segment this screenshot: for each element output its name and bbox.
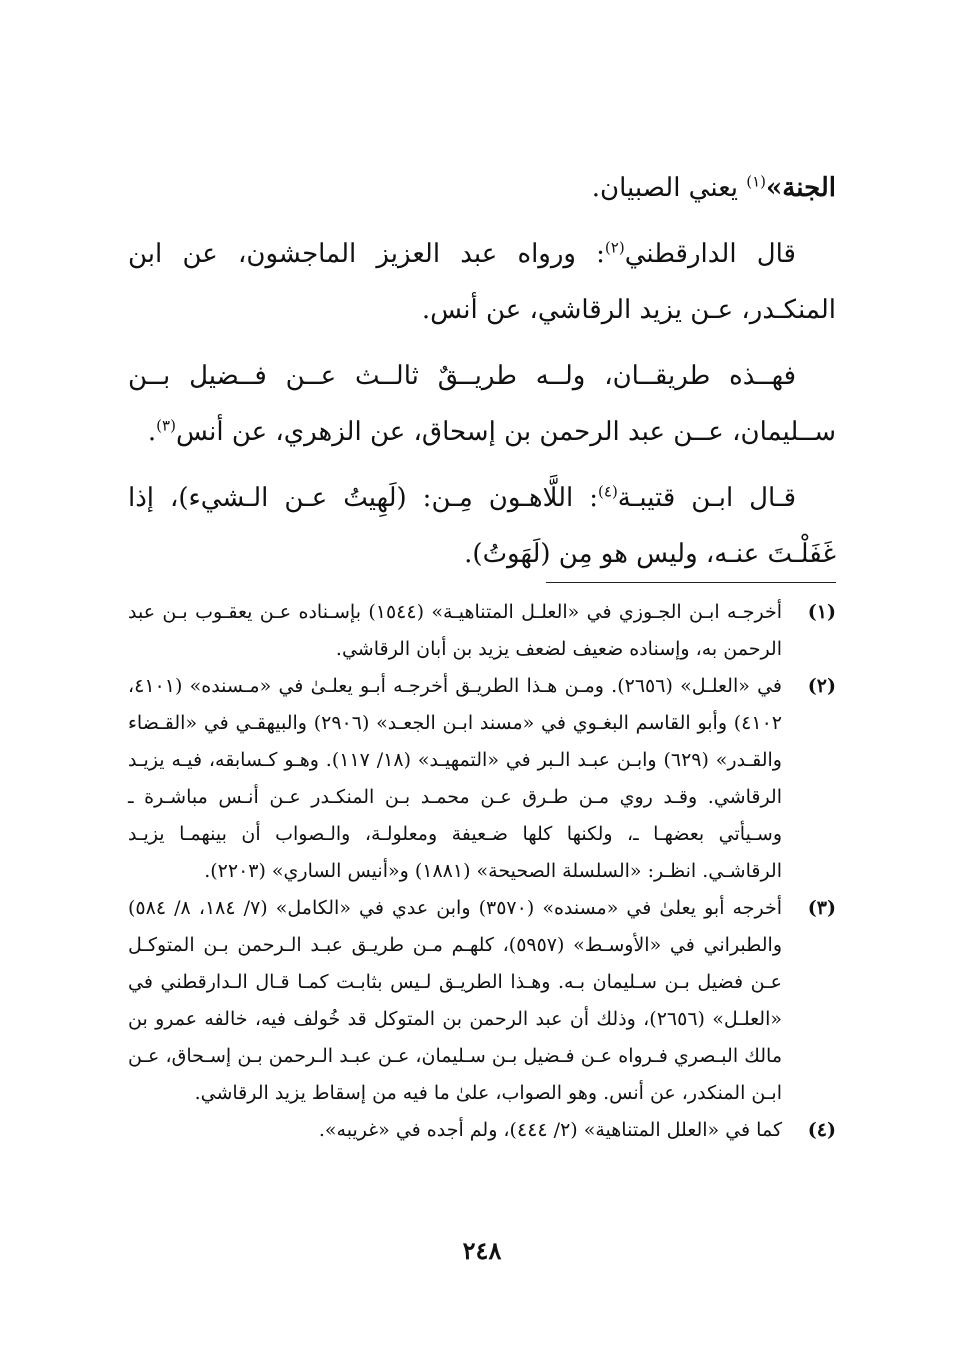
paragraph-4 (128, 470, 836, 582)
paragraph-3-lead: فهــذه طريقــان، ولــه طريــقٌ ثالــث عــن فــضيل بــن ســليمان، عــن عبد الرحمن بن إسحاق، عن الزهري، عن أنس (128, 361, 836, 447)
footnote-number: (٣) (807, 897, 836, 919)
paragraph-3 (128, 348, 836, 460)
main-text (128, 160, 836, 592)
paragraph-1 (128, 160, 836, 216)
paragraph-3-text: . (147, 417, 157, 447)
paragraph-2-text: : ورواه عبد العزيز الماجشون، عن ابن المنكـدر، عـن يزيد الرقاشي، عن أنس. (128, 239, 836, 325)
paragraph-2 (128, 226, 836, 338)
footnote-divider (546, 582, 836, 583)
paragraph-1-text: يعني الصبيان. (591, 173, 747, 203)
footnote-3 (128, 890, 836, 1112)
footnote-text: في «العلـل» (٢٦٥٦). ومـن هـذا الطريـق أخرجـه أبـو يعلـىٰ في «مـسنده» (٤١٠١، ٤١٠٢) وأبو القاسم البغـوي في «مسند ابـن الجعـد» (٢٩٠٦) والبيهقـي في «القـضاء والقـدر» (٦٢٩) وابـن عبـد الـبر في «التمهيـد» (١٨/ ١١٧). وهـو كـسابقه، فيـه يزيـد الرقاشي. وقـد روي مـن طـرق عـن محمـد بـن المنكـدر عـن أنـس مباشـرة ـ وسـيأتي بعضهـا ـ، ولكنها كلها ضـعيفة ومعلولـة، والـصواب أن بينهمـا يزيـد الرقاشـي. انظـر: «السلسلة الصحيحة» (١٨٨١) و«أنيس الساري» (٢٢٠٣). (128, 675, 782, 882)
footnote-1 (128, 594, 836, 668)
footnote-number: (٢) (807, 675, 836, 697)
footnote-ref-4[interactable]: (٤) (598, 482, 618, 501)
footnote-text: أخرجه أبو يعلىٰ في «مسنده» (٣٥٧٠) وابن عدي في «الكامل» (٧/ ١٨٤، ٨/ ٥٨٤) والطبراني في «الأوسـط» (٥٩٥٧)، كلهـم مـن طريـق عبـد الـرحمن بـن المتوكـل عـن فضيل بـن سـليمان بـه. وهـذا الطريـق لـيس بثابـت كمـا قـال الـدارقطني في «العلـل» (٢٦٥٦)، وذلك أن عبد الرحمن بن المتوكل قد خُولف فيه، خالفه عمرو بن مالك البـصري فـرواه عـن فـضيل بـن سـليمان، عـن عبـد الـرحمن بـن إسـحاق، عـن ابـن المنكدر، عن أنس. وهو الصواب، علىٰ ما فيه من إسقاط يزيد الرقاشي. (128, 897, 782, 1104)
page-number: ٢٤٨ (462, 1236, 502, 1265)
paragraph-4-lead: قـال ابـن قتيبـة (617, 483, 797, 513)
footnote-ref-1[interactable]: (١) (746, 172, 767, 191)
paragraph-2-lead: قال الدارقطني (624, 239, 796, 269)
paragraph-4-text: : اللَّاهـون مِـن: (لَهِيتُ عـن الـشيء)، إذا غَفَلْـتَ عنـه، وليس هو مِن (لَهَوتُ). (128, 483, 836, 569)
footnote-2 (128, 668, 836, 890)
footnote-text: أخرجـه ابـن الجـوزي في «العلـل المتناهيـة» (١٥٤٤) بإسـناده عـن يعقـوب بـن عبد الرحمن به، وإسناده ضعيف لضعف يزيد بن أبان الرقاشي. (128, 601, 782, 660)
footnote-4 (128, 1112, 836, 1149)
footnote-number: (١) (807, 601, 836, 623)
footnotes (128, 594, 836, 1149)
quote-end-word: الجنة» (766, 173, 836, 203)
footnote-ref-2[interactable]: (٢) (604, 238, 625, 257)
footnote-text: كما في «العلل المتناهية» (٢/ ٤٤٤)، ولم أجده في «غريبه». (318, 1119, 782, 1141)
footnote-number: (٤) (807, 1119, 836, 1141)
footnote-ref-3[interactable]: (٣) (156, 416, 176, 435)
